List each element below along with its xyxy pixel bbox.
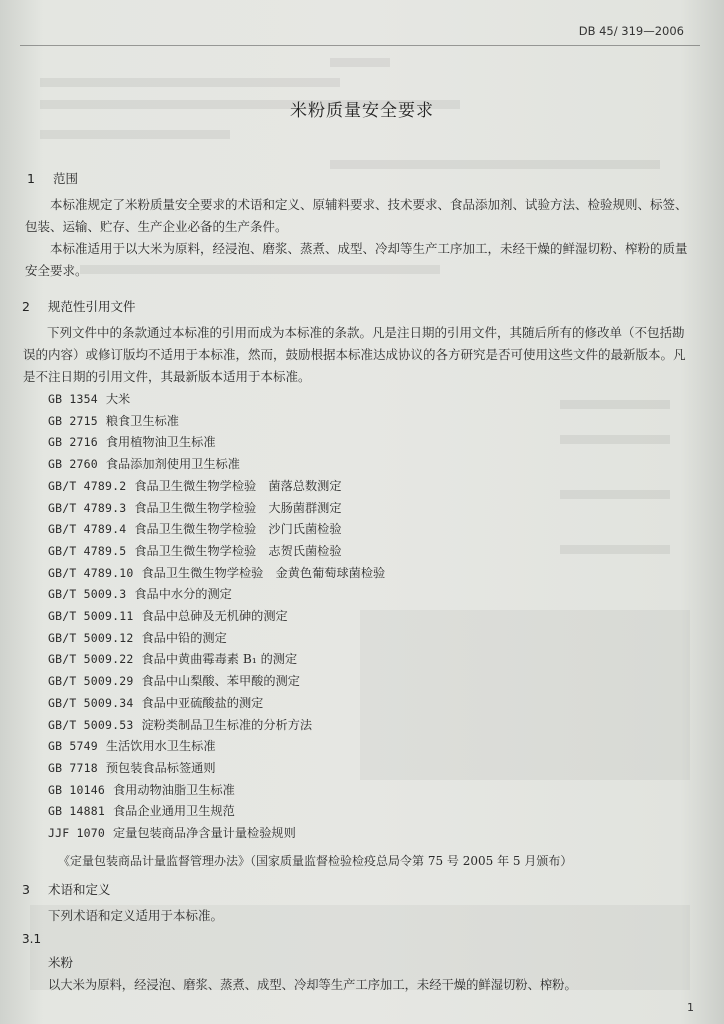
document-title: 米粉质量安全要求 xyxy=(290,101,434,121)
reference-list xyxy=(48,389,385,845)
list-item: GB/T 5009.34 食品中亚硫酸盐的测定 xyxy=(48,695,264,710)
scope-paragraph-1: 本标准规定了米粉质量安全要求的术语和定义、原辅料要求、技术要求、食品添加剂、试验方法、检验规则、标签、包装、运输、贮存、生产企业必备的生产条件。 xyxy=(25,197,688,234)
normative-intro: 下列文件中的条款通过本标准的引用而成为本标准的条款。凡是注日期的引用文件，其随后所有的修改单（不包括勘误的内容）或修订版均不适用于本标准，然而，鼓励根据本标准达成协议的各方研究是否可使用这些文件的最新版本。凡是不注日期的引用文件，其最新版本适用于本标准。 xyxy=(23,325,686,384)
scope-paragraph-2: 本标准适用于以大米为原料，经浸泡、磨浆、蒸煮、成型、冷却等生产工序加工，未经干燥的鲜湿切粉、榨粉的质量安全要求。 xyxy=(25,241,688,278)
section-title: 规范性引用文件 xyxy=(48,299,136,314)
list-item: GB/T 4789.4 食品卫生微生物学检验 沙门氏菌检验 xyxy=(48,522,342,537)
standard-code: DB 45/ 319—2006 xyxy=(578,24,684,38)
list-item: GB/T 5009.11 食品中总砷及无机砷的测定 xyxy=(48,609,288,624)
list-item: GB 2715 粮食卫生标准 xyxy=(48,413,179,428)
list-item: GB 2760 食品添加剂使用卫生标准 xyxy=(48,457,240,472)
list-item: GB/T 5009.53 淀粉类制品卫生标准的分析方法 xyxy=(48,717,313,732)
section-title: 范围 xyxy=(53,171,79,186)
terms-intro: 下列术语和定义适用于本标准。 xyxy=(48,908,224,923)
list-item: GB/T 5009.3 食品中水分的测定 xyxy=(48,587,232,602)
term-name: 米粉 xyxy=(48,955,74,970)
list-item: GB/T 4789.10 食品卫生微生物学检验 金黄色葡萄球菌检验 xyxy=(48,565,386,580)
list-item: GB 7718 预包装食品标签通则 xyxy=(48,760,216,775)
page-number: 1 xyxy=(687,1001,694,1014)
list-item: JJF 1070 定量包装商品净含量计量检验规则 xyxy=(48,826,296,841)
list-item: GB/T 5009.29 食品中山梨酸、苯甲酸的测定 xyxy=(48,674,300,689)
list-item: GB 5749 生活饮用水卫生标准 xyxy=(48,739,216,754)
section-number: 2 xyxy=(22,299,30,314)
section-1-heading xyxy=(27,169,78,187)
list-item: GB/T 4789.3 食品卫生微生物学检验 大肠菌群测定 xyxy=(48,500,342,515)
list-item: GB 2716 食用植物油卫生标准 xyxy=(48,435,216,450)
list-item: GB 1354 大米 xyxy=(48,392,131,406)
term-definition: 以大米为原料，经浸泡、磨浆、蒸煮、成型、冷却等生产工序加工，未经干燥的鲜湿切粉、榨粉。 xyxy=(48,978,577,992)
term-number: 3.1 xyxy=(22,932,42,946)
section-2-heading xyxy=(22,297,136,315)
list-item: GB/T 4789.2 食品卫生微生物学检验 菌落总数测定 xyxy=(48,478,342,493)
section-number: 3 xyxy=(22,882,30,897)
list-item: GB/T 5009.12 食品中铅的测定 xyxy=(48,630,227,645)
regulation-reference: 《定量包装商品计量监督管理办法》（国家质量监督检验检疫总局令第 75 号 2005 年 5 月颁布） xyxy=(58,854,573,868)
list-item: GB 10146 食用动物油脂卫生标准 xyxy=(48,782,235,797)
list-item: GB/T 5009.22 食品中黄曲霉毒素 B₁ 的测定 xyxy=(48,652,298,667)
list-item: GB 14881 食品企业通用卫生规范 xyxy=(48,804,235,819)
section-3-heading xyxy=(22,880,111,898)
header-divider xyxy=(20,45,700,46)
list-item: GB/T 4789.5 食品卫生微生物学检验 志贺氏菌检验 xyxy=(48,543,342,558)
section-number: 1 xyxy=(27,171,35,186)
section-title: 术语和定义 xyxy=(48,882,111,897)
